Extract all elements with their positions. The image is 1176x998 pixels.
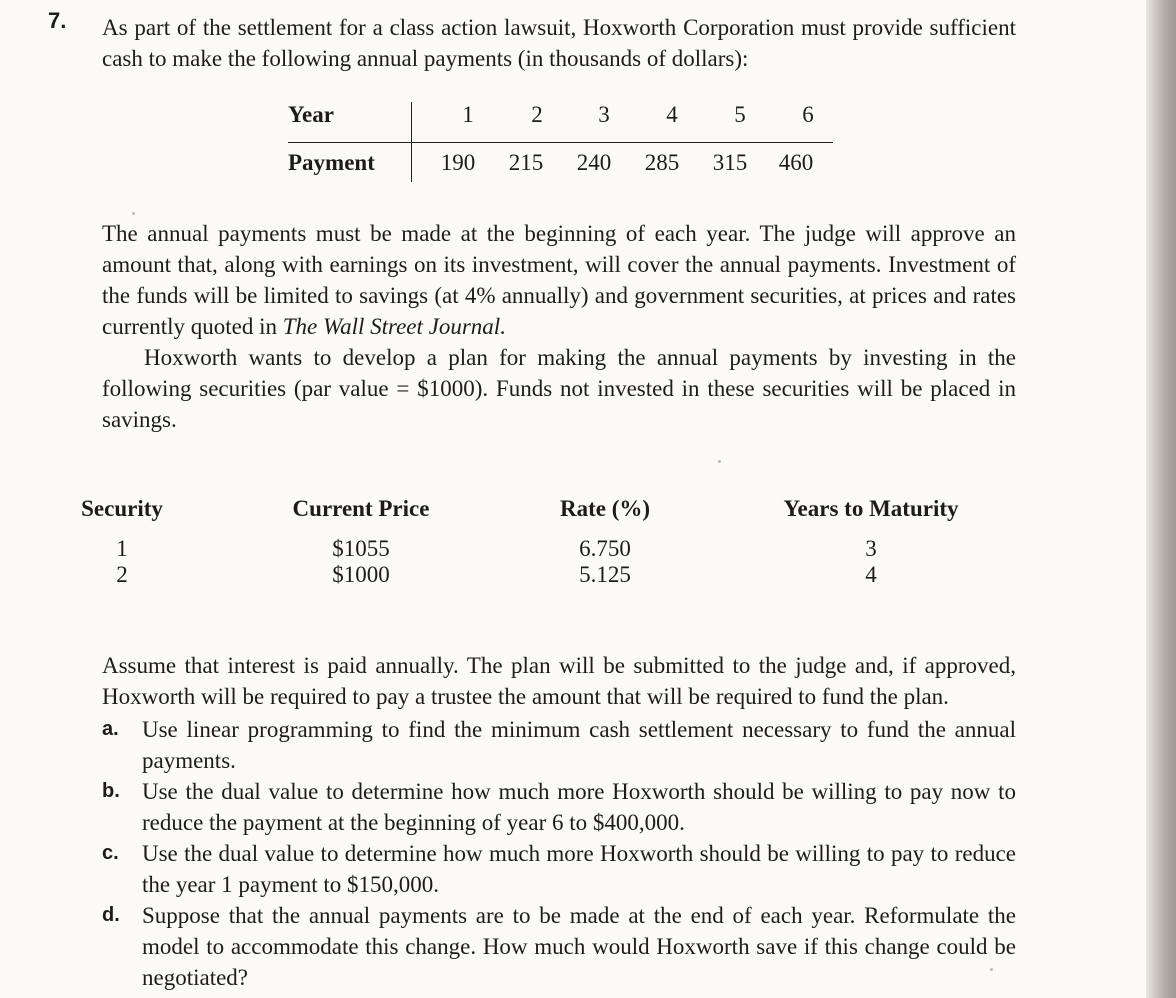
price-cell: $1000 [332,562,390,587]
payment-table [288,102,833,182]
year-cell: 1 [462,102,474,127]
problem-intro: As part of the settlement for a class action lawsuit, Hoxworth Corporation must provide sufficient cash to make the following annual payments (in thousands of dollars): [102,15,1016,71]
rate-cell: 6.750 [579,536,631,561]
price-cell: $1055 [332,536,390,561]
rate-column [540,496,670,588]
question-text: Use the dual value to determine how much more Hoxworth should be willing to pay to reduce the year 1 payment to $150,000. [142,841,1016,897]
maturity-column [764,496,978,588]
paragraph-assume: Assume that interest is paid annually. The plan will be submitted to the judge and, if approved, Hoxworth will be required to pay a trustee the amount that will be required to fund the plan. [102,653,1016,709]
price-column [270,496,452,588]
security-cell: 2 [116,562,128,587]
paper-speck [132,212,135,215]
year-cell: 2 [531,102,543,127]
security-table [0,496,1176,596]
security-header: Security [81,496,163,521]
question-letter: d. [102,904,120,926]
year-header: Year [288,102,334,127]
question-letter: a. [102,718,119,740]
payment-cell: 315 [712,150,748,175]
year-cell: 3 [598,102,610,127]
price-header: Current Price [292,496,430,521]
rate-cell: 5.125 [579,562,631,587]
maturity-header: Years to Maturity [783,496,959,521]
journal-title: The Wall Street Journal. [282,314,506,339]
question-letter: c. [102,842,119,864]
question-d [102,900,1016,993]
payment-cell: 240 [576,150,612,175]
payment-cell: 460 [778,150,814,175]
question-c [102,838,1016,900]
question-text: Use the dual value to determine how much more Hoxworth should be willing to pay now to reduce the payment at the beginning of year 6 to $400,000. [142,779,1016,835]
question-text: Use linear programming to find the minimum cash settlement necessary to fund the annual payments. [142,717,1016,773]
payment-cell: 215 [508,150,544,175]
security-cell: 1 [116,536,128,561]
question-a [102,714,1016,776]
year-cell: 5 [734,102,746,127]
security-column [72,496,172,588]
question-list [102,714,1016,993]
payments-text: The annual payments must be made at the beginning of each year. The judge will approve an amount that, along with earnings on its investment, will cover the annual payments. Investment of the funds will be limited to savings (at 4% annually) and government securities, at prices and rates currently quoted in [102,221,1016,339]
payment-cell: 285 [644,150,680,175]
maturity-cell: 3 [865,536,877,561]
year-cell: 4 [666,102,678,127]
payment-header: Payment [288,150,375,175]
table-horizontal-rule [288,142,833,143]
payment-cell: 190 [440,150,476,175]
paragraph-plan: Hoxworth wants to develop a plan for making the annual payments by investing in the following securities (par value = $1000). Funds not invested in these securities will be placed in savings. [102,345,1016,432]
rate-header: Rate (%) [559,496,651,521]
problem-number: 7. [48,8,67,33]
question-b [102,776,1016,838]
year-cell: 6 [802,102,814,127]
question-letter: b. [102,780,120,802]
paper-speck [718,460,721,463]
question-text: Suppose that the annual payments are to be made at the end of each year. Reformulate the model to accommodate this change. How much would Hoxworth save if this change could be negotiated? [142,903,1016,990]
maturity-cell: 4 [865,562,877,587]
paragraph-payments [102,218,1016,342]
